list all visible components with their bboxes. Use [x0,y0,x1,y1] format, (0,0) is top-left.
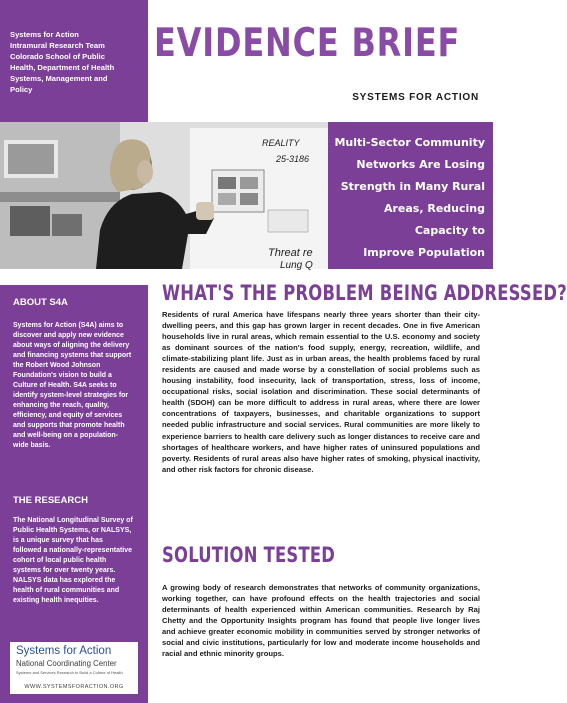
callout-box [328,122,493,281]
about-text: Systems for Action (S4A) aims to discover and apply new evidence about ways of aligning the delivery and financing systems that support the Robert Wood Johnson Foundation's vision to build a Culture of Health. S4A seeks to identify system-level strategies for enhancing the reach, quality, efficiency, and equity of services and supports that promote health and well-being on a population-wide basis. [13,322,132,449]
org-line: Policy [10,85,33,94]
solution-text: A growing body of research demonstrates that networks of community organizations, working together, can have profound effects on the health trajectories and social determinants of health experienced within American communities. Research by Raj Chetty and the Opportunity Insights program has found that people live longer lives and achieve greater economic mobility in communities served by stronger networks of social and civic institutions, particularly for low and moderate income households and racial and ethnic minority groups. [162,583,480,659]
board-text: Lung Q [280,260,313,271]
org-line: Systems for Action [10,30,79,39]
callout-line: Areas, Reducing Capacity to [383,202,485,237]
page-subtitle: SYSTEMS FOR ACTION [352,92,479,103]
problem-text: Residents of rural America have lifespans nearly three years shorter than their city-dwelling peers, and this gap has grown larger in recent decades. One in five American households live in rural areas, which remain essential to the U.S. economy and society as dominant sources of the nation's food supply, energy, recreation, wildlife, and climate-stabilizing plant life. Just as in urban areas, the health problems faced by rural residents are caused and made worse by a constellation of social problems such as housing instability, food insecurity, lack of transportation, stress, loss of income, occupational risks, social isolation and discrimination. These social determinants of health (SDOH) can be more difficult to address in rural areas, where there are lower concentrations of taxpayers, businesses, and charitable organizations to support needed public infrastructure and social services. Rural communities are more likely to experience barriers to health care delivery such as longer distances to receive care and shortages of healthcare workers, and have higher rates of uninsured populations and poverty. Residents of rural areas also have higher rates of smoking, physical inactivity, and other risk factors for chronic disease. [162,310,480,474]
logo-name: Systems for Action [16,645,112,657]
callout-line: Networks Are Losing [356,158,485,171]
research-text: The National Longitudinal Survey of Public Health Systems, or NALSYS, is a unique survey that has followed a nationally-representative cohort of local public health systems for over twenty years. NALSYS data has explored the health of rural communities and existing health inequities. [13,517,133,604]
org-line: Systems, Management and [10,74,108,83]
logo-tagline: Systems and Services Research to Build a Culture of Health [16,670,123,675]
hero-photo [0,122,328,269]
org-line: Intramural Research Team [10,41,105,50]
callout-line: Strength in Many Rural [340,180,485,193]
callout-line: Improve Population Health [363,246,485,281]
research-title: THE RESEARCH [13,495,88,506]
board-text: 25-3186 [276,154,310,164]
problem-heading: WHAT'S THE PROBLEM BEING ADDRESSED? [162,281,567,305]
solution-heading: SOLUTION TESTED [162,543,336,567]
logo-url: WWW.SYSTEMSFORACTION.ORG [24,684,124,690]
board-text: Threat re [268,247,313,259]
s4a-logo [10,642,138,694]
org-line: Colorado School of Public [10,52,105,61]
board-text: REALITY [262,138,300,148]
sidebar [0,285,148,703]
about-title: ABOUT S4A [13,297,68,308]
photo-illustration [0,122,328,269]
org-affiliation [10,29,140,95]
callout-line: Multi-Sector Community [334,136,485,149]
logo-center: National Coordinating Center [16,659,117,668]
page-title: EVIDENCE BRIEF [154,21,461,66]
org-line: Health, Department of Health [10,63,115,72]
